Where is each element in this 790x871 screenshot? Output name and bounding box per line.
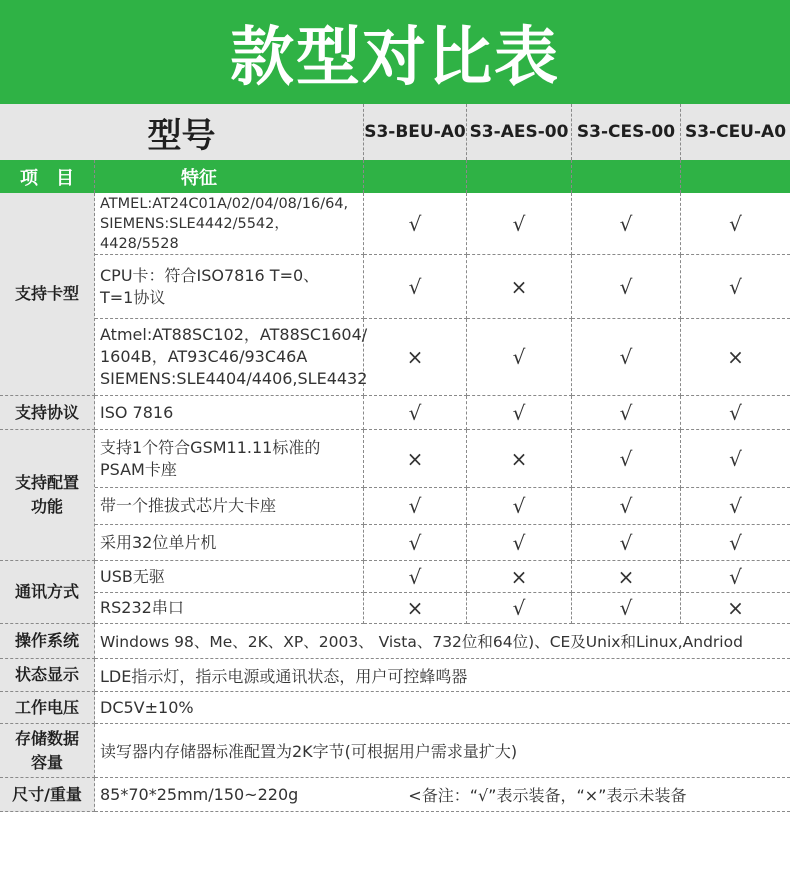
mark-cell: √ [681,430,790,488]
mark-cell: √ [681,561,790,593]
mark-cell: √ [364,396,467,430]
mark-cell: √ [572,525,681,561]
mark-cell: √ [467,193,572,255]
value-storage: 读写器内存储器标准配置为2K字节(可根据用户需求量扩大) [95,724,790,778]
mark-cell: √ [572,430,681,488]
feature-comm-rs232: RS232串口 [95,593,364,624]
category-size-weight: 尺寸/重量 [0,778,95,812]
green-header-blank [572,160,681,193]
mark-cell: √ [467,593,572,624]
mark-cell: × [681,319,790,396]
mark-cell: √ [467,396,572,430]
page-title: 款型对比表 [0,0,790,104]
mark-cell: √ [572,319,681,396]
mark-cell: √ [572,255,681,319]
mark-cell: √ [572,193,681,255]
mark-cell: √ [681,193,790,255]
mark-cell: √ [364,255,467,319]
mark-cell: √ [364,193,467,255]
mark-cell: √ [572,488,681,525]
legend-note: <备注：“√”表示装备，“×”表示未装备 [408,786,687,805]
model-s3-ceu-a0: S3-CEU-A0 [681,104,790,160]
feature-card-atmel-siemens: ATMEL:AT24C01A/02/04/08/16/64, SIEMENS:SLE4442/5542，4428/5528 [95,193,364,255]
column-feature-header: 特征 [95,160,364,193]
feature-config-psam: 支持1个符合GSM11.11标准的 PSAM卡座 [95,430,364,488]
mark-cell: √ [572,396,681,430]
mark-cell: √ [364,561,467,593]
mark-cell: × [467,561,572,593]
model-s3-beu-a0: S3-BEU-A0 [364,104,467,160]
category-config: 支持配置 功能 [0,430,95,561]
category-protocol: 支持协议 [0,396,95,430]
mark-cell: × [572,561,681,593]
mark-cell: √ [681,488,790,525]
green-header-blank [681,160,790,193]
model-s3-aes-00: S3-AES-00 [467,104,572,160]
mark-cell: × [364,430,467,488]
category-voltage: 工作电压 [0,692,95,724]
green-header-blank [364,160,467,193]
feature-protocol: ISO 7816 [95,396,364,430]
category-communication: 通讯方式 [0,561,95,624]
value-size-weight: 85*70*25mm/150~220g [100,785,299,804]
feature-config-card-slot: 带一个推拔式芯片大卡座 [95,488,364,525]
feature-card-cpu: CPU卡：符合ISO7816 T=0、 T=1协议 [95,255,364,319]
mark-cell: √ [572,593,681,624]
column-item-header: 项 目 [0,160,95,193]
mark-cell: √ [681,525,790,561]
green-header-blank [467,160,572,193]
mark-cell: √ [364,525,467,561]
feature-config-mcu: 采用32位单片机 [95,525,364,561]
category-os: 操作系统 [0,624,95,659]
mark-cell: √ [467,525,572,561]
mark-cell: √ [681,255,790,319]
value-os: Windows 98、Me、2K、XP、2003、 Vista、732位和64位)、CE及Unix和Linux,Andriod [95,624,790,659]
model-header-label: 型号 [0,104,364,160]
mark-cell: √ [364,488,467,525]
mark-cell: × [364,319,467,396]
feature-comm-usb: USB无驱 [95,561,364,593]
category-card-type: 支持卡型 [0,193,95,396]
category-storage: 存储数据 容量 [0,724,95,778]
mark-cell: × [364,593,467,624]
mark-cell: √ [681,396,790,430]
mark-cell: × [681,593,790,624]
mark-cell: × [467,430,572,488]
mark-cell: √ [467,319,572,396]
mark-cell: × [467,255,572,319]
mark-cell: √ [467,488,572,525]
model-s3-ces-00: S3-CES-00 [572,104,681,160]
feature-card-atmel-at88: Atmel:AT88SC102，AT88SC1604/ 1604B，AT93C46/93C46A SIEMENS:SLE4404/4406,SLE4432 [95,319,364,396]
size-row [95,778,790,812]
value-voltage: DC5V±10% [95,692,790,724]
value-status: LDE指示灯，指示电源或通讯状态，用户可控蜂鸣器 [95,659,790,692]
category-status: 状态显示 [0,659,95,692]
